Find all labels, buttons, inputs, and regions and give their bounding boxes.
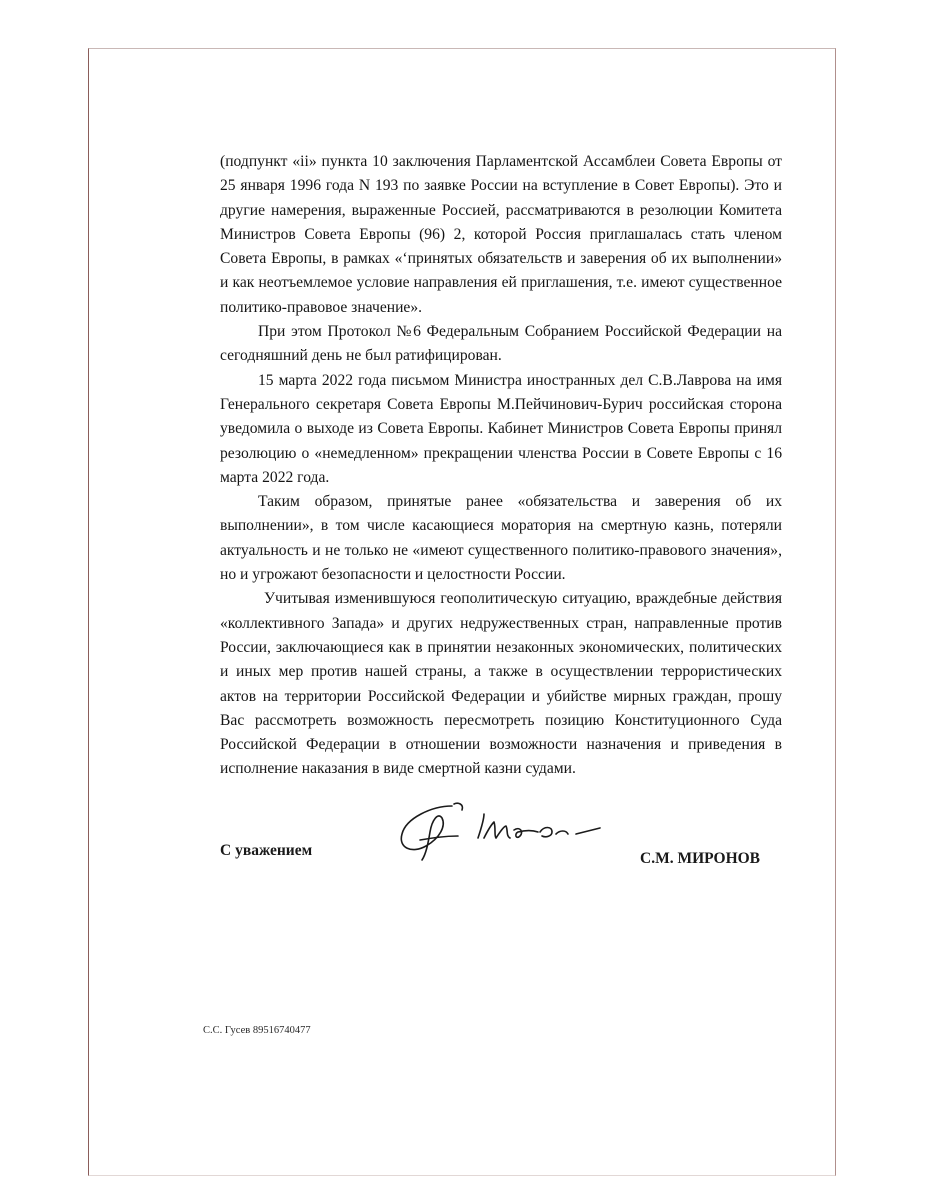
paragraph-1: (подпункт «ii» пункта 10 заключения Парламентской Ассамблеи Совета Европы от 25 января 1996 года N 193 по заявке России на вступление в Совет Европы). Это и другие намерения, выраженные Россией, рассматриваются в резолюции Комитета Министров Совета Европы (96) 2, которой Россия приглашалась стать членом Совета Европы, в рамках «ʻпринятых обязательств и заверения об их выполнении» и как неотъемлемое условие направления ей приглашения, т.е. имеют существенное политико-правовое значение».: [220, 153, 782, 316]
paragraph-3: 15 марта 2022 года письмом Министра иностранных дел С.В.Лаврова на имя Генерального секретаря Совета Европы М.Пейчинович-Бурич российская сторона уведомила о выходе из Совета Европы. Кабинет Министров Совета Европы принял резолюцию о «немедленном» прекращении членства России в Совете Европы с 16 марта 2022 года.: [220, 371, 782, 486]
executor-contact: С.С. Гусев 89516740477: [203, 1025, 311, 1036]
signature-icon: [392, 796, 607, 864]
paragraph-2: При этом Протокол №6 Федеральным Собранием Российской Федерации на сегодняшний день не был ратифицирован.: [220, 323, 782, 365]
paragraph-5: Учитывая изменившуюся геополитическую ситуацию, враждебные действия «коллективного Запада» и других недружественных стран, направленные против России, заключающиеся как в принятии незаконных экономических, политических и иных мер против нашей страны, а также в осуществлении террористических актов на территории Российской Федерации и убийстве мирных граждан, прошу Вас рассмотреть возможность пересмотреть позицию Конституционного Суда Российской Федерации в отношении возможности назначения и приведения в исполнение наказания в виде смертной казни судами.: [220, 590, 782, 778]
letter-body: [220, 150, 782, 782]
paragraph-4: Таким образом, принятые ранее «обязательства и заверения об их выполнении», в том числе касающиеся моратория на смертную казнь, потеряли актуальность и не только не «имеют существенного политико-правового значения», но и угрожают безопасности и целостности России.: [220, 493, 782, 584]
signer-name: С.М. МИРОНОВ: [640, 850, 761, 867]
closing-phrase: С уважением: [220, 842, 313, 859]
